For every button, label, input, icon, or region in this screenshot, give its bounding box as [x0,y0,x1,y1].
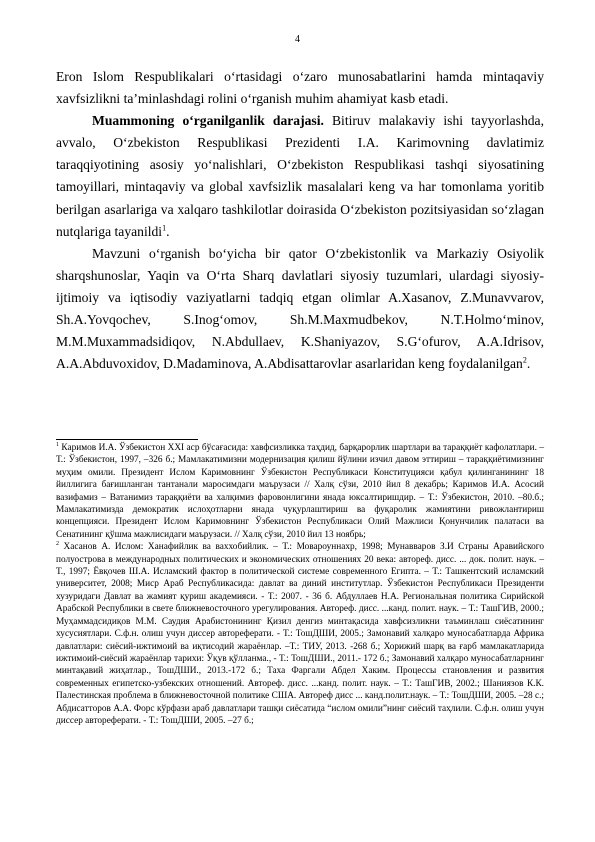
footnotes [56,442,544,727]
footnote-ref-1[interactable]: 1 [162,223,167,233]
paragraph-2-text: Bitiruv malakaviy ishi tayyorlashda, avvalo, O‘zbekiston Respublikasi Prezidenti I.A. Karimovning davlatimiz taraqqiyotining asosiy yo‘nalishlari, O‘zbekiston Respublikasi tashqi siyosatining tamoyillari, mintaqaviy va global xavfsizlik masalalari keng va har tomonlama yoritib berilgan asarlariga va xalqaro tashkilotlar doirasida O‘zbekiston pozitsiyasidan so‘zlagan nutqlariga tayanildi [56,113,544,239]
paragraph-research-level [56,110,544,243]
footnote-1-marker: 1 [56,441,59,448]
footnote-separator [56,439,198,440]
paragraph-intro-continuation [56,66,544,110]
main-text [56,66,544,375]
section-heading: Muammoning o‘rganilganlik darajasi. [92,113,324,129]
footnote-2-text: Хасанов А. Ислом: Ханафийлик ва ваххобийлик. – Т.: Мовароуннахр, 1998; Мунавваров З.И Страны Аравийского полуострова в международных политических и экономических отношениях 20 века: автореф. дисс. ... док. полит. наук. – Т., 1997; Ёвқочев Ш.А. Исламский фактор в политической системе современного Египта. – Т.: Ташкентский исламский университет, 2008; Миср Араб Республикасида: давлат ва диний институтлар. Ўзбекистон Республикаси Президенти хузуридаги Давлат ва жамият қуриш академияси. - Т.: 2007. - 36 б. Абдуллаев Н.А. Региональная политика Сирийской Арабской Республики в свете ближневосточного урегулирования. Автореф. дисс. ...канд. полит. наук. – Т.: ТашГИВ, 2000.; Муҳаммадсидиқов М.М. Саудия Арабистонининг Қизил денгиз минтақасида хавфсизликни таъминлаш сиёсатининг хусусиятлари. С.ф.н. олиш учун диссер автореферати. - Т.: ТошДШИ, 2005.; Замонавий халқаро муносабатларда Африка давлатлари: сиёсий-ижтимоий ва иқтисодий жараёнлар. –Т.: ТИУ, 2013. -268 б.; Хорижий шарқ ва ғарб мамлакатларида ижтимоий-сиёсий жараёнлар тарихи: Ўқув қўлланма., - Т.: ТошДШИ., 2011.- 172 б.; Замонавий халқаро муносабатларнинг минтақавий жиҳатлар., ТошДШИ., 2013.-172 б.; Таха Фаргали Абдел Хаким. Процессы становления и развития современных египетско-узбекских отношений. Автореф. дисс. ...канд. полит. наук. – Т.: ТашГИВ, 2002.; Шаниязов К.К. Палестинская проблема в ближневосточной политике США. Автореф дисс ... канд.полит.наук. – Т.: ТошДШИ, 2005. –28 с.; Абдисаттоpов А.А. Форс кўрфази араб давлатлари ташқи сиёсатида “ислом омили”нинг сиёсий таҳлили. С.ф.н. олиш учун диссер автореферати. - Т.: ТошДШИ, 2005. –27 б.; [56,542,544,726]
footnote-2 [56,541,544,727]
footnote-ref-2[interactable]: 2 [522,355,527,365]
page-number: 4 [295,34,300,45]
footnote-1 [56,442,544,541]
paragraph-scholars [56,243,544,376]
paragraph-3-text: Mavzuni o‘rganish bo‘yicha bir qator O‘zbekistonlik va Markaziy Osiyolik sharqshunoslar, Yaqin va O‘rta Sharq davlatlari siyosiy tuzumlari, ulardagi siyosiy-ijtimoiy va iqtisodiy vaziyatlarni tadqiq etgan olimlar A.Xasanov, Z.Munavvarov, Sh.A.Yovqochev, S.Inog‘omov, Sh.M.Maxmudbekov, N.T.Holmo‘minov, M.M.Muxammadsidiqov, N.Abdullaev, K.Shaniyazov, S.G‘ofurov, A.A.Idrisov, A.A.Abduvoxidov, D.Madaminova, A.Abdisattarovlar asarlaridan keng foydalanilgan [56,245,544,372]
footnote-2-marker: 2 [56,541,59,548]
paragraph-3-end: . [526,356,531,372]
paragraph-2-end: . [166,223,170,239]
paragraph-1-text: Eron Islom Respublikalari o‘rtasidagi o‘zaro munosabatlarini hamda mintaqaviy xavfsizlikni ta’minlashdagi rolini o‘rganish muhim ahamiyat kasb etadi. [56,69,544,107]
footnote-1-text: Каримов И.А. Ўзбекистон XXI аср бўсағасида: хавфсизликка таҳдид, барқарорлик шартлари ва тараққиёт кафолатлари. –Т.: Ўзбекистон, 1997, –326 б.; Мамлакатимизни модернизация қилиш йўлини изчил давом эттириш – тараққиётимизнинг муҳим омили. Президент Ислом Каримовнинг Ўзбекистон Республикаси Конституцияси қабул қилинганининг 18 йиллигига бағишланган тантанали маросимдаги маърузаси // Халқ сўзи, 2010 йил 8 декабрь; Каримов И.А. Асосий вазифамиз – Ватанимиз тараққиёти ва халқимиз фаровонлигини янада юксалтиришдир. – Т.: Ўзбекистон, 2010. –80.б.; Мамлакатимизда демократик ислоҳотларни янада чуқурлаштириш ва фуқаролик жамиятини ривожлантириш концепцияси. Президент Ислом Каримовнинг Ўзбекистон Республикаси Олий Мажлиси Қонунчилик палатаси ва Сенатининг қўшма мажлисидаги маърузаси. // Халқ сўзи, 2010 йил 13 ноябрь; [56,443,544,540]
